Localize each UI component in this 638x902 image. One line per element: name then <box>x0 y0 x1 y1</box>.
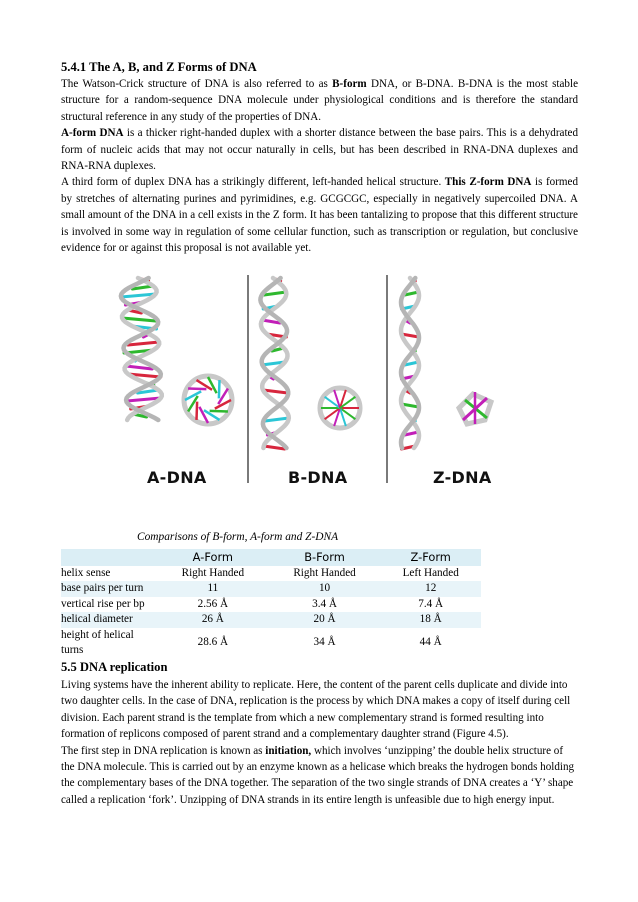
a-dna-top-view-ring <box>184 376 232 424</box>
label-z-dna: Z-DNA <box>433 468 492 487</box>
row-label: base pairs per turn <box>61 581 157 596</box>
table-row <box>61 612 481 627</box>
section-5-4-1 <box>61 60 578 256</box>
table-cell: 20 Å <box>269 612 381 627</box>
text-run: DNA, or B-DNA. B-DNA is the most stable structure for a random-sequence DNA molecule under physiological conditions and is therefore the standard structural reference in any study of the properties of DNA. <box>61 78 578 123</box>
text-run: The first step in DNA replication is known as <box>61 744 266 757</box>
header-b-form: B-Form <box>269 549 381 566</box>
row-label: height of helical turns <box>61 628 134 657</box>
b-dna-base-pair <box>264 292 286 295</box>
text-run: The Watson-Crick structure of DNA is also referred to as <box>61 78 333 90</box>
table-cell: 34 Å <box>313 636 336 649</box>
table-row <box>61 581 481 596</box>
paragraph-a-form <box>61 125 578 174</box>
dna-helix-illustration <box>95 270 525 492</box>
text-run: is formed by stretches of alternating purines and pyrimidines, e.g. GCGCGC, especially in negatively supercoiled DNA. A small amount of the DNA in a cell exists in the Z form. It has been tantalizing to propose that this different structure is involved in some way in regulation of some cellular function, such as transcription or regulation, but conclusive evidence for or against this proposal is not available yet. <box>61 176 578 255</box>
paragraph-replication: Living systems have the inherent ability to replicate. Here, the content of the parent cells duplicate and divide into two daughter cells. In the case of DNA, replication is the process by which DNA makes a copy of itself during cell division. Each parent strand is the template from which a new complementary strand is formed resulting into formation of replicons composed of parent strand and a complementary daughter strand (Figure 4.5). <box>61 679 571 741</box>
bold-term: This Z-form DNA <box>444 176 532 189</box>
text-run: which involves ‘unzipping’ the double helix structure of the DNA molecule. This is carried out by an enzyme known as a helicase which breaks the hydrogen bonds holding the complementary bases of the DNA together. The separation of the two single strands of DNA creates a ‘Y’ shape called a replication ‘fork’. Unzipping of DNA strands in its entire length is unfeasible due to high energy input. <box>61 744 575 806</box>
section-heading: 5.4.1 The A, B, and Z Forms of DNA <box>61 60 257 74</box>
b-dna-base-pair <box>264 446 285 449</box>
paragraph-initiation <box>61 743 578 809</box>
table-cell: Right Handed <box>181 567 245 579</box>
table-caption: Comparisons of B-form, A-form and Z-DNA <box>137 531 339 543</box>
table-cell: 28.6 Å <box>197 636 229 649</box>
table-cell: 44 Å <box>419 636 442 649</box>
b-dna-base-pair <box>265 418 289 421</box>
section-heading: 5.5 DNA replication <box>61 660 168 674</box>
bold-term: B-form <box>332 78 367 90</box>
a-dna-base-pair <box>128 342 159 345</box>
section-5-5 <box>61 660 578 808</box>
table-row <box>61 628 481 659</box>
table-row <box>61 566 481 581</box>
table-cell: 26 Å <box>157 612 269 627</box>
table-row <box>61 597 481 612</box>
header-z-form: Z-Form <box>380 549 481 566</box>
bold-term: initiation, <box>265 744 312 757</box>
a-dna-top-view-base <box>219 380 220 398</box>
header-a-form: A-Form <box>157 549 269 566</box>
table-cell: Right Handed <box>293 567 356 579</box>
table-cell: 3.4 Å <box>312 597 337 610</box>
a-dna-top-view-base <box>188 389 206 390</box>
table-cell: 2.56 Å <box>197 597 229 610</box>
comparison-table <box>61 549 481 658</box>
label-b-dna: B-DNA <box>288 468 348 487</box>
table-cell: 18 Å <box>380 612 481 627</box>
a-dna-top-view-base <box>197 402 198 420</box>
table-cell: 12 <box>380 581 481 596</box>
table-body <box>61 566 481 658</box>
label-a-dna: A-DNA <box>147 468 207 487</box>
dna-forms-figure <box>95 270 525 492</box>
header-cell <box>61 549 157 566</box>
paragraph-b-form <box>61 76 578 125</box>
text-run: is a thicker right-handed duplex with a shorter distance between the base pairs. This is a dehydrated form of nucleic acids that may not occur naturally in cells, but has been described in RNA-DNA duplexes and RNA-RNA duplexes. <box>61 127 579 173</box>
paragraph-z-form <box>61 174 578 256</box>
a-dna-top-view-base <box>210 411 228 412</box>
table-cell: 7.4 Å <box>418 597 444 610</box>
table-header-row <box>61 549 481 566</box>
row-label: helix sense <box>61 567 111 579</box>
text-run: A third form of duplex DNA has a strikingly different, left-handed helical structure. <box>61 176 445 189</box>
row-label: vertical rise per bp <box>61 597 145 610</box>
table-cell: Left Handed <box>402 567 459 579</box>
table-cell: 10 <box>269 581 381 596</box>
table-cell: 11 <box>157 581 269 596</box>
bold-term: A-form DNA <box>61 127 124 140</box>
row-label: helical diameter <box>61 612 157 627</box>
